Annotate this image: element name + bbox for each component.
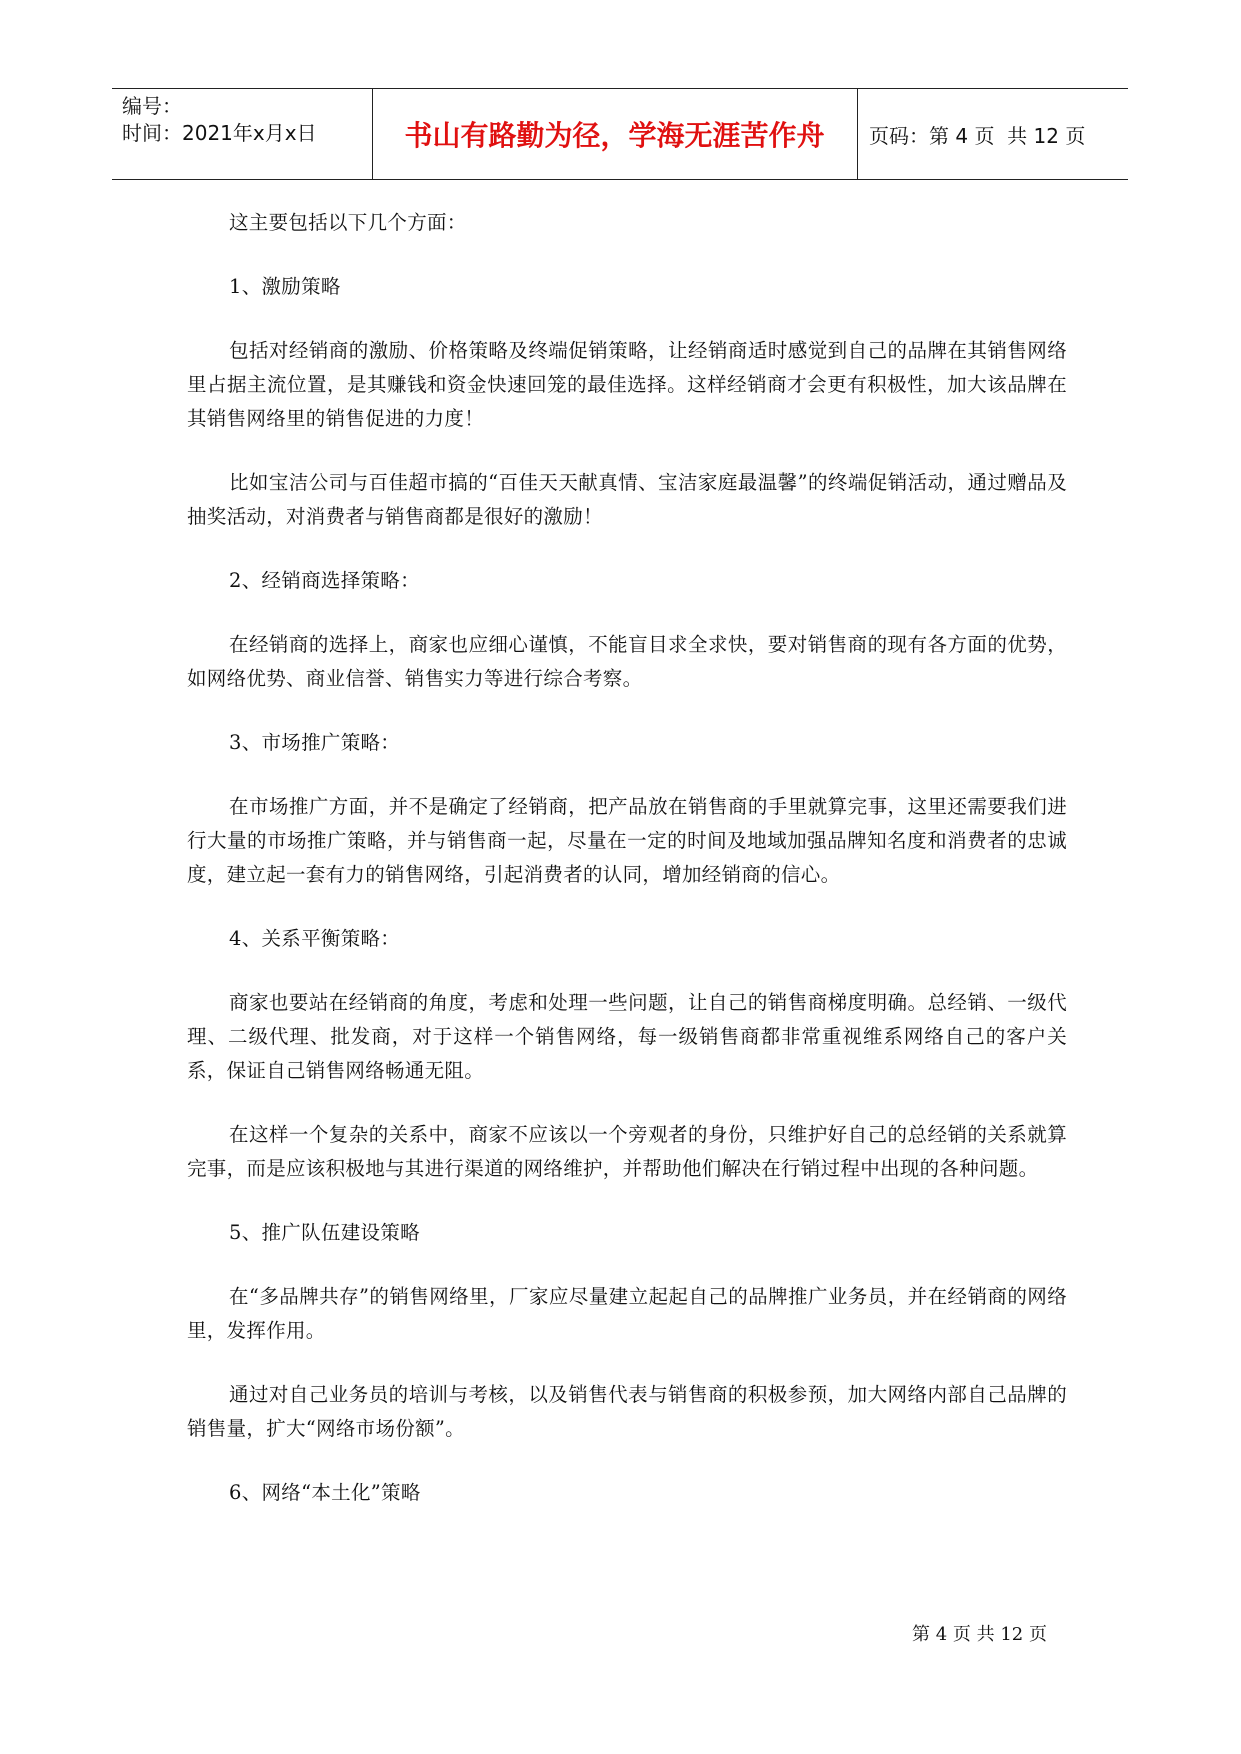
header-meta: [122, 93, 317, 147]
paragraph: 在市场推广方面，并不是确定了经销商，把产品放在销售商的手里就算完事，这里还需要我们进行大量的市场推广策略，并与销售商一起，尽量在一定的时间及地域加强品牌知名度和消费者的忠诚度，建立起一套有力的销售网络，引起消费者的认同，增加经销商的信心。: [187, 795, 1067, 886]
paragraph: 通过对自己业务员的培训与考核，以及销售代表与销售商的积极参预，加大网络内部自己品牌的销售量，扩大“网络市场份额”。: [187, 1383, 1067, 1440]
document-body: [187, 206, 1067, 1540]
paragraph: 比如宝洁公司与百佳超市搞的“百佳天天献真情、宝洁家庭最温馨”的终端促销活动，通过赠品及抽奖活动，对消费者与销售商都是很好的激励！: [187, 471, 1067, 528]
page-footer: 第 4 页 共 12 页: [912, 1624, 1047, 1645]
header-divider-right: [857, 89, 858, 179]
document-time-label: 时间：2021年x月x日: [122, 121, 317, 145]
paragraph: 在这样一个复杂的关系中，商家不应该以一个旁观者的身份，只维护好自己的总经销的关系就算完事，而是应该积极地与其进行渠道的网络维护，并帮助他们解决在行销过程中出现的各种问题。: [187, 1123, 1067, 1180]
header-page-info: [869, 89, 1085, 179]
section-heading-1: 1、激励策略: [229, 275, 341, 298]
section-heading-5: 5、推广队伍建设策略: [229, 1221, 420, 1244]
paragraph: 在“多品牌共存”的销售网络里，厂家应尽量建立起起自己的品牌推广业务员，并在经销商的网络里，发挥作用。: [187, 1285, 1067, 1342]
header-page-info-text: 页码：第 4 页 共 12 页: [869, 123, 1086, 148]
section-heading-2: 2、经销商选择策略：: [229, 569, 420, 592]
section-heading-6: 6、网络“本土化”策略: [229, 1481, 421, 1504]
header-motto: 书山有路勤为径，学海无涯苦作舟: [404, 119, 825, 152]
document-number-label: 编号：: [122, 94, 182, 118]
paragraph: 商家也要站在经销商的角度，考虑和处理一些问题，让自己的销售商梯度明确。总经销、一级代理、二级代理、批发商，对于这样一个销售网络，每一级销售商都非常重视维系网络自己的客户关系，保证自己销售网络畅通无阻。: [187, 991, 1067, 1082]
page-header: [112, 88, 1128, 180]
paragraph: 在经销商的选择上，商家也应细心谨慎，不能盲目求全求快，要对销售商的现有各方面的优势，如网络优势、商业信誉、销售实力等进行综合考察。: [187, 633, 1067, 690]
section-heading-4: 4、关系平衡策略：: [229, 927, 401, 950]
paragraph: 包括对经销商的激励、价格策略及终端促销策略，让经销商适时感觉到自己的品牌在其销售网络里占据主流位置，是其赚钱和资金快速回笼的最佳选择。这样经销商才会更有积极性，加大该品牌在其销售网络里的销售促进的力度！: [187, 339, 1067, 430]
section-heading-3: 3、市场推广策略：: [229, 731, 401, 754]
paragraph-intro: 这主要包括以下几个方面：: [229, 211, 467, 234]
